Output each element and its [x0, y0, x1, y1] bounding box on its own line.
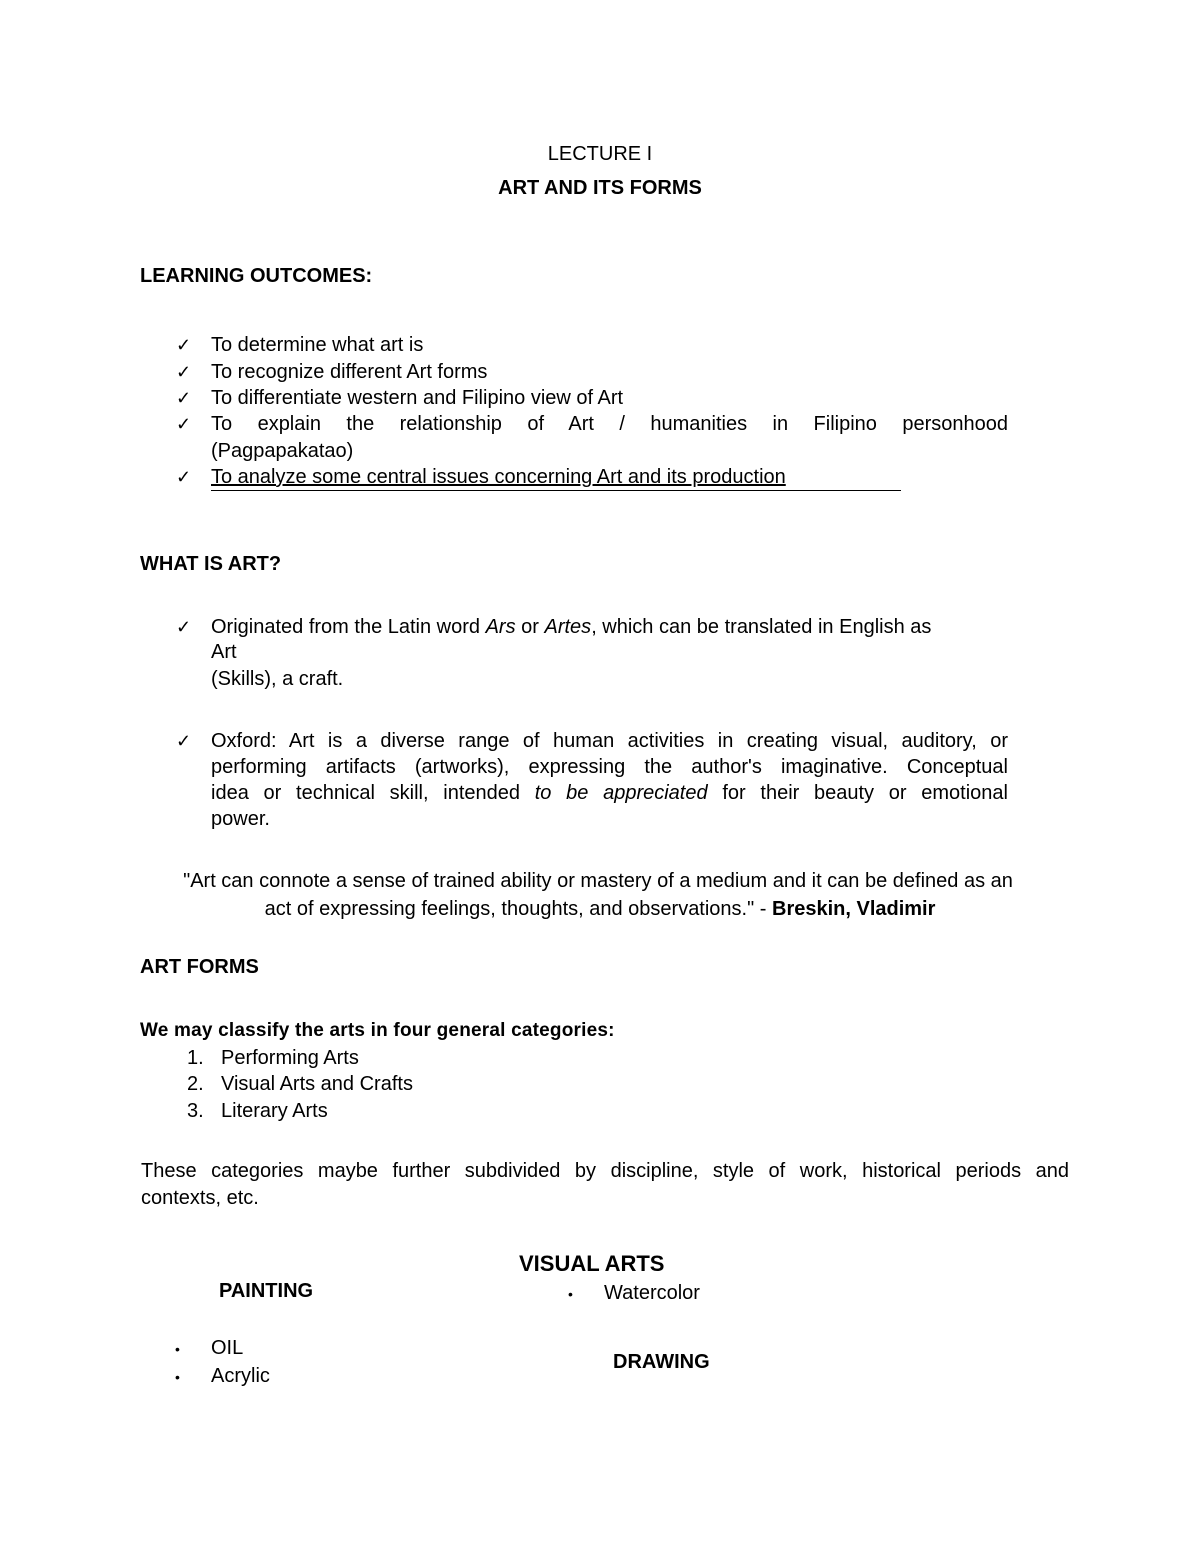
outcome-item: To differentiate western and Filipino view of Art — [211, 387, 624, 409]
categories-note-line2: contexts, etc. — [141, 1187, 259, 1209]
painting-item: OIL — [211, 1337, 244, 1359]
definition-oxford-line3 — [211, 782, 1008, 805]
definition-latin-text: or — [515, 616, 545, 638]
check-icon: ✓ — [176, 617, 192, 637]
learning-outcomes-heading: LEARNING OUTCOMES: — [140, 265, 373, 287]
drawing-heading: DRAWING — [613, 1351, 710, 1373]
category-item: Performing Arts — [221, 1047, 359, 1069]
category-item: Literary Arts — [221, 1100, 328, 1122]
definition-latin-line2: Art — [211, 641, 237, 663]
outcome-item-continuation: (Pagpapakatao) — [211, 440, 354, 462]
category-item: Visual Arts and Crafts — [221, 1073, 413, 1095]
bullet-icon: • — [568, 1286, 573, 1302]
oxford-text: for their beauty or emotional — [707, 782, 1008, 804]
list-number: 2. — [187, 1073, 204, 1095]
list-number: 3. — [187, 1100, 204, 1122]
quote-author: Breskin, Vladimir — [772, 898, 936, 920]
definition-latin — [211, 616, 931, 639]
outcome-item: To explain the relationship of Art / humanities in Filipino personhood — [211, 413, 1008, 435]
list-number: 1. — [187, 1047, 204, 1069]
painting-item: Watercolor — [604, 1282, 700, 1304]
word-ars: Ars — [485, 616, 516, 638]
outcome-item: To determine what art is — [211, 334, 424, 356]
quote-text: act of expressing feelings, thoughts, and observations." - — [264, 898, 772, 920]
bullet-icon: • — [175, 1341, 180, 1357]
definition-oxford-line2: performing artifacts (artworks), expressing the author's imaginative. Conceptual — [211, 756, 1008, 778]
what-is-art-heading: WHAT IS ART? — [140, 553, 282, 575]
bullet-icon: • — [175, 1369, 180, 1385]
underline-rule — [211, 490, 901, 491]
check-icon: ✓ — [176, 388, 192, 408]
painting-heading: PAINTING — [219, 1280, 314, 1302]
painting-item: Acrylic — [211, 1365, 270, 1387]
categories-intro: We may classify the arts in four general categories: — [140, 1020, 615, 1041]
art-forms-heading: ART FORMS — [140, 956, 259, 978]
check-icon: ✓ — [176, 362, 192, 382]
outcome-item: To recognize different Art forms — [211, 361, 488, 383]
check-icon: ✓ — [176, 467, 192, 487]
outcome-item: To analyze some central issues concerning Art and its production — [211, 466, 786, 488]
visual-arts-heading: VISUAL ARTS — [519, 1251, 665, 1276]
word-artes: Artes — [544, 616, 592, 638]
categories-note-line1: These categories maybe further subdivided by discipline, style of work, historical periods and — [141, 1160, 1069, 1182]
definition-latin-text: , which can be translated in English as — [591, 616, 932, 638]
quote-line2 — [0, 898, 1200, 921]
oxford-text: idea or technical skill, intended — [211, 782, 535, 804]
page-title: ART AND ITS FORMS — [498, 177, 702, 199]
definition-latin-line3: (Skills), a craft. — [211, 668, 344, 690]
lecture-label: LECTURE I — [547, 143, 653, 165]
definition-oxford-line4: power. — [211, 808, 270, 830]
check-icon: ✓ — [176, 731, 192, 751]
oxford-emphasis: to be appreciated — [534, 782, 708, 804]
check-icon: ✓ — [176, 335, 192, 355]
check-icon: ✓ — [176, 414, 192, 434]
quote-line1: "Art can connote a sense of trained ability or mastery of a medium and it can be defined as an — [183, 870, 1013, 892]
definition-oxford-line1: Oxford: Art is a diverse range of human activities in creating visual, auditory, or — [211, 730, 1008, 752]
definition-latin-text: Originated from the Latin word — [211, 616, 486, 638]
